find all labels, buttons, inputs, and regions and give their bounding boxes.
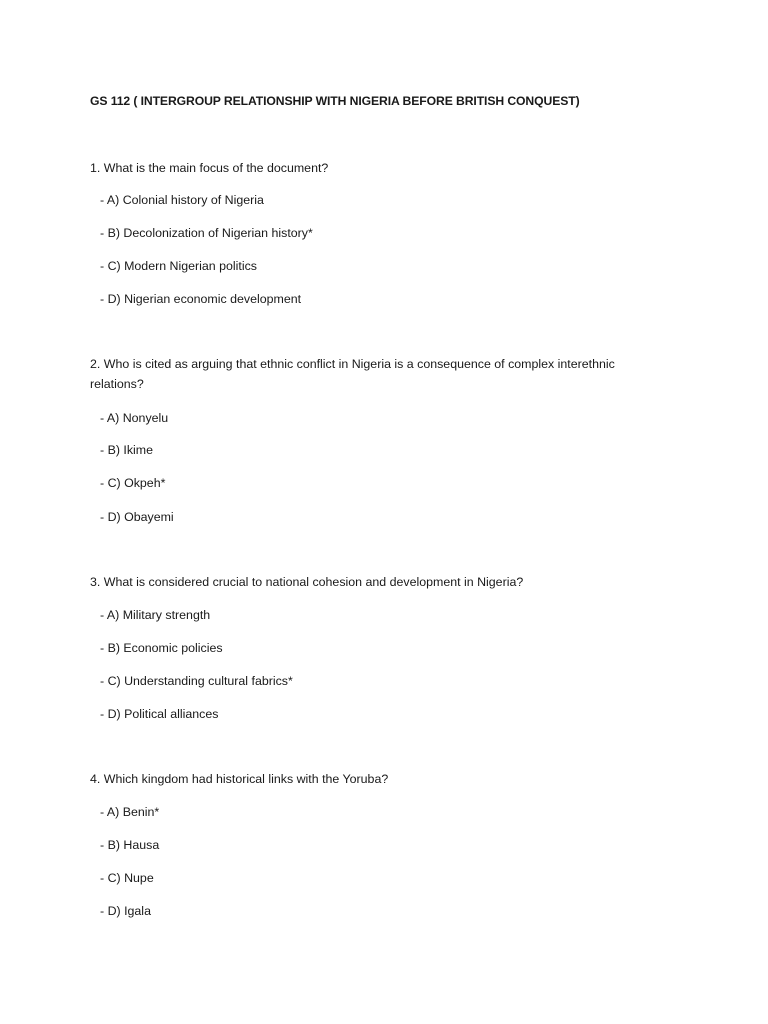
question-1-option-c: - C) Modern Nigerian politics <box>100 259 258 273</box>
question-3: 3. What is considered crucial to national cohesion and development in Nigeria? <box>90 575 524 589</box>
question-4-option-b: - B) Hausa <box>100 838 160 852</box>
document-title: GS 112 ( INTERGROUP RELATIONSHIP WITH NIGERIA BEFORE BRITISH CONQUEST) <box>90 94 580 108</box>
question-3-option-c: - C) Understanding cultural fabrics* <box>100 674 293 688</box>
question-4-option-a: - A) Benin* <box>100 805 160 819</box>
question-3-option-a: - A) Military strength <box>100 608 211 622</box>
question-2-option-b: - B) Ikime <box>100 443 154 457</box>
question-2-option-c: - C) Okpeh* <box>100 476 166 490</box>
question-1-option-a: - A) Colonial history of Nigeria <box>100 193 264 207</box>
question-2: 2. Who is cited as arguing that ethnic conflict in Nigeria is a consequence of complex interethnic relations? <box>90 357 615 391</box>
question-3-option-d: - D) Political alliances <box>100 707 219 721</box>
question-3-option-b: - B) Economic policies <box>100 641 223 655</box>
question-2-option-a: - A) Nonyelu <box>100 411 169 425</box>
question-2-option-d: - D) Obayemi <box>100 510 174 524</box>
question-1: 1. What is the main focus of the document? <box>90 161 329 175</box>
question-1-option-b: - B) Decolonization of Nigerian history* <box>100 226 313 240</box>
question-4: 4. Which kingdom had historical links with the Yoruba? <box>90 772 389 786</box>
question-1-option-d: - D) Nigerian economic development <box>100 292 302 306</box>
question-4-option-c: - C) Nupe <box>100 871 154 885</box>
question-4-option-d: - D) Igala <box>100 904 151 918</box>
